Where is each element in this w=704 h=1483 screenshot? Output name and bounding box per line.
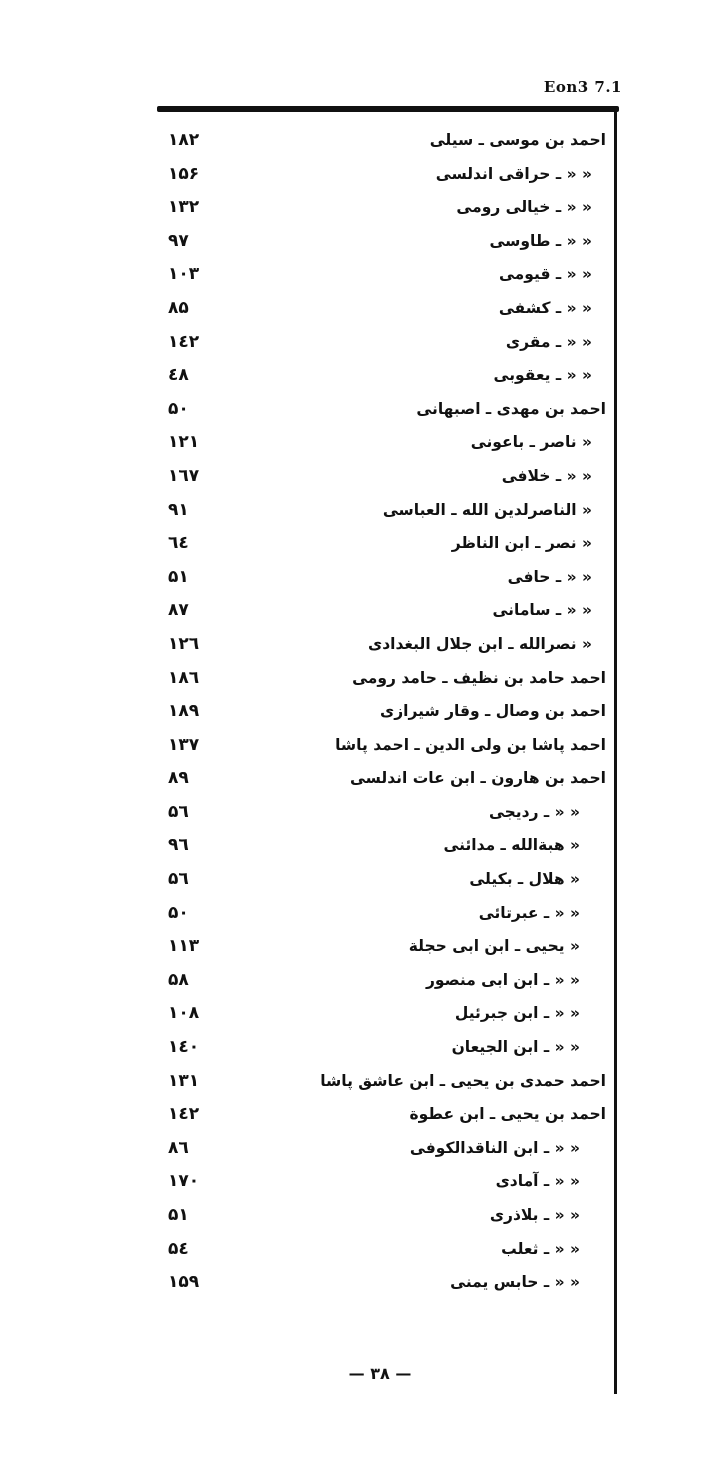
entry-page-number: ۸۵ — [168, 297, 189, 318]
entry-name: « « ـ آمادی — [495, 1172, 580, 1191]
index-entry — [150, 494, 610, 528]
entry-page-number: ۵۰ — [168, 902, 189, 923]
entry-name: « ناصر ـ باعونی — [470, 433, 592, 452]
entry-page-number: ۵٦ — [168, 801, 189, 822]
entry-name: « نصرالله ـ ابن جلال البغدادی — [368, 634, 592, 653]
entry-name: احمد حامد بن نظیف ـ حامد رومی — [352, 668, 606, 687]
entry-name: « « ـ ردیجی — [488, 802, 580, 821]
entry-name: احمد بن هارون ـ ابن عات اندلسی — [349, 769, 606, 788]
entry-page-number: ۱٤۲ — [168, 331, 200, 352]
entry-page-number: ۵٤ — [168, 1238, 189, 1259]
entry-name: « « ـ ثعلب — [501, 1239, 580, 1258]
index-entry — [150, 292, 610, 326]
index-entry — [150, 863, 610, 897]
index-entry — [150, 258, 610, 292]
entry-page-number: ۵۱ — [168, 1205, 189, 1225]
index-entries-list — [150, 124, 610, 1300]
index-entry — [150, 1233, 610, 1267]
entry-page-number: ۱٤۲ — [168, 1104, 200, 1125]
index-entry — [150, 1199, 610, 1233]
entry-name: « « ـ سامانی — [492, 601, 592, 620]
index-entry — [150, 662, 610, 696]
entry-name: « یحیی ـ ابن ابی حجلة — [408, 937, 580, 956]
entry-name: احمد حمدی بن یحیی ـ ابن عاشق پاشا — [320, 1071, 606, 1090]
entry-name: « « ـ حابس یمنی — [450, 1273, 580, 1292]
index-entry — [150, 393, 610, 427]
entry-name: « « ـ مقری — [505, 332, 592, 351]
entry-page-number: ۱۰۸ — [168, 1003, 200, 1024]
entry-name: « « ـ ابن جبرئیل — [454, 1004, 580, 1023]
entry-page-number: ۱۸٦ — [168, 667, 200, 688]
entry-name: « نصر ـ ابن الناظر — [451, 534, 592, 553]
entry-name: احمد بن وصال ـ وقار شیرازی — [380, 702, 606, 721]
entry-page-number: ٤۸ — [168, 365, 189, 386]
index-entry — [150, 829, 610, 863]
header-rule — [157, 106, 619, 112]
entry-page-number: ۸۷ — [168, 600, 189, 621]
page-header-code: Eon3 7.1 — [543, 78, 622, 96]
entry-name: « « ـ قیومی — [499, 265, 592, 284]
index-entry — [150, 561, 610, 595]
entry-page-number: ۱۸۹ — [168, 701, 200, 722]
index-entry — [150, 191, 610, 225]
column-rule — [614, 112, 617, 1394]
entry-page-number: ۵۸ — [168, 969, 189, 990]
entry-page-number: ۱۳۱ — [168, 1070, 200, 1091]
entry-name: « « ـ کشفی — [498, 298, 592, 317]
index-entry — [150, 359, 610, 393]
entry-page-number: ۱۷۰ — [168, 1171, 200, 1192]
entry-page-number: ٦٤ — [168, 533, 189, 554]
entry-page-number: ۹۱ — [168, 499, 189, 520]
index-entry — [150, 594, 610, 628]
entry-name: « « ـ حافی — [507, 567, 592, 586]
index-entry — [150, 124, 610, 158]
index-entry — [150, 326, 610, 360]
entry-name: « « ـ عبرتائی — [478, 903, 580, 922]
index-entry — [150, 695, 610, 729]
entry-name: « هبةالله ـ مدائنی — [443, 836, 580, 855]
entry-page-number: ۱٦۷ — [168, 465, 200, 486]
index-entry — [150, 628, 610, 662]
index-entry — [150, 1266, 610, 1300]
entry-name: « هلال ـ بکیلی — [469, 870, 580, 889]
entry-name: « « ـ طاوسی — [489, 231, 592, 250]
entry-name: « « ـ حراقی اندلسی — [435, 164, 592, 183]
entry-name: « الناصرلدین الله ـ العباسی — [382, 500, 592, 519]
entry-page-number: ۵۰ — [168, 398, 189, 419]
index-entry — [150, 796, 610, 830]
index-entry — [150, 527, 610, 561]
entry-page-number: ۹٦ — [168, 835, 189, 856]
entry-name: « « ـ ابن ابی منصور — [425, 970, 580, 989]
entry-page-number: ۵٦ — [168, 869, 189, 890]
index-entry — [150, 964, 610, 998]
entry-page-number: ۹۷ — [168, 230, 189, 251]
entry-page-number: ۱۵۶ — [168, 163, 200, 184]
entry-name: « « ـ بلاذری — [489, 1206, 580, 1224]
entry-page-number: ۱٤۰ — [168, 1037, 200, 1058]
index-entry — [150, 1132, 610, 1166]
entry-name: « « ـ خیالی رومی — [456, 198, 592, 217]
entry-name: احمد بن موسى ـ سیلی — [429, 131, 606, 149]
entry-page-number: ۱۳۷ — [168, 734, 200, 755]
entry-page-number: ۸٦ — [168, 1137, 189, 1158]
entry-name: احمد پاشا بن ولی الدین ـ احمد پاشا — [335, 735, 606, 754]
entry-page-number: ۵۱ — [168, 566, 189, 587]
entry-name: احمد بن مهدی ـ اصبهانی — [416, 399, 606, 418]
entry-page-number: ۱۵۹ — [168, 1272, 200, 1293]
index-entry — [150, 729, 610, 763]
entry-page-number: ۱۳۲ — [168, 197, 200, 218]
index-entry — [150, 225, 610, 259]
index-entry — [150, 1098, 610, 1132]
entry-name: « « ـ ابن الجیعان — [451, 1038, 580, 1057]
entry-page-number: ۸۹ — [168, 768, 189, 789]
entry-name: احمد بن یحیی ـ ابن عطوة — [409, 1105, 606, 1124]
page-number: — ۳۸ — — [348, 1364, 412, 1383]
index-entry — [150, 997, 610, 1031]
entry-name: « « ـ یعقوبی — [493, 366, 592, 385]
entry-page-number: ۱۲۱ — [168, 432, 200, 453]
index-entry — [150, 426, 610, 460]
entry-name: « « ـ ابن الناقدالکوفی — [409, 1138, 580, 1157]
index-entry — [150, 930, 610, 964]
entry-page-number: ۱۲٦ — [168, 633, 200, 654]
index-entry — [150, 1065, 610, 1099]
index-entry — [150, 1031, 610, 1065]
index-entry — [150, 460, 610, 494]
entry-page-number: ۱۸۲ — [168, 130, 200, 150]
index-entry — [150, 1165, 610, 1199]
index-entry — [150, 897, 610, 931]
entry-name: « « ـ خلافی — [501, 466, 592, 485]
index-entry — [150, 762, 610, 796]
entry-page-number: ۱۱۳ — [168, 936, 200, 957]
entry-page-number: ۱۰۳ — [168, 264, 200, 285]
index-entry — [150, 158, 610, 192]
